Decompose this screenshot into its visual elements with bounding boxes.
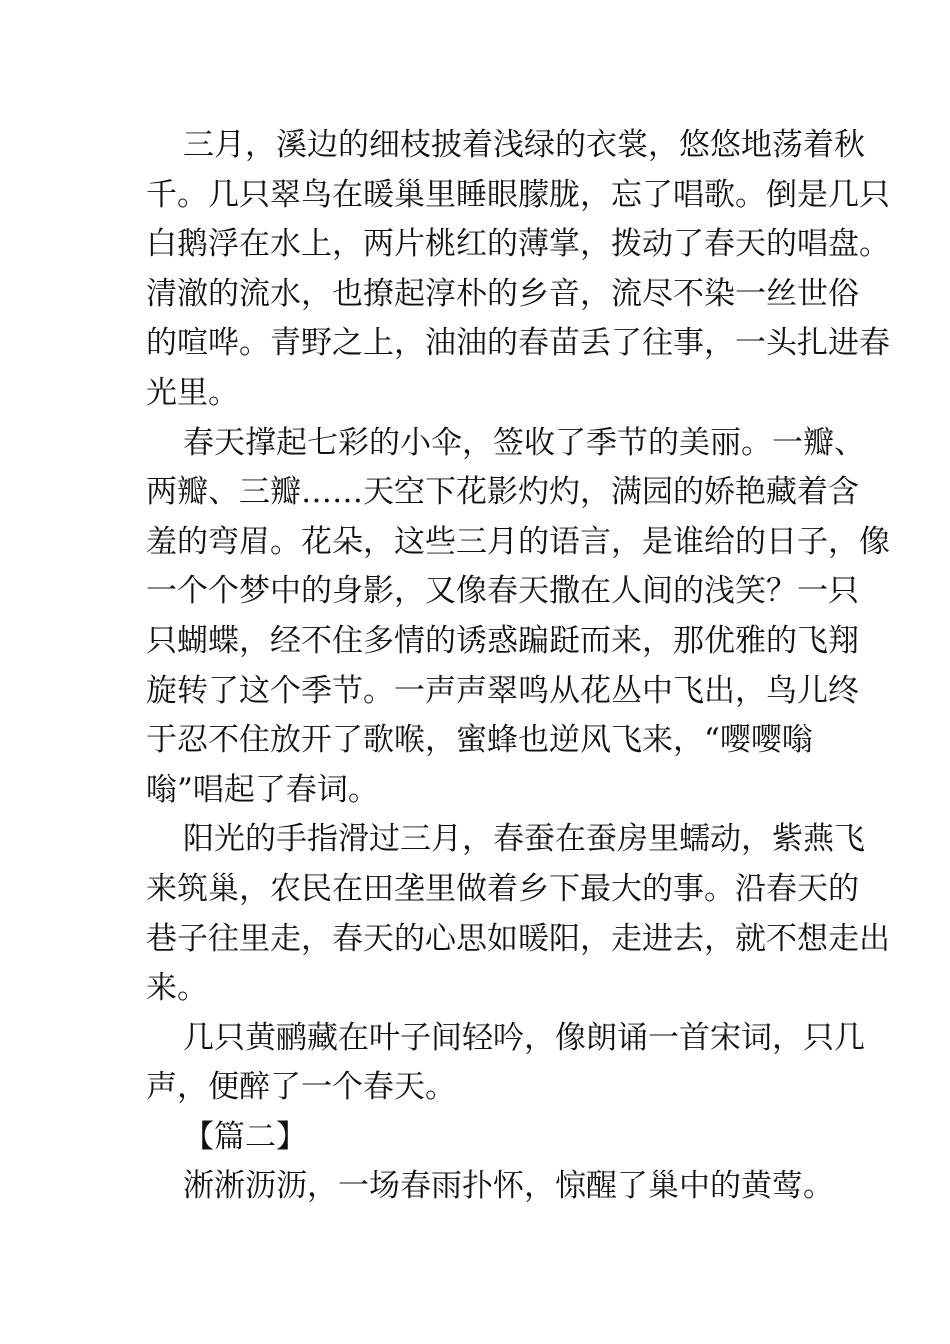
text-line: 清澈的流水，也撩起淳朴的乡音，流尽不染一丝世俗: [146, 275, 859, 312]
paragraph-2: [146, 419, 890, 816]
text-line: 只蝴蝶，经不住多情的诱惑蹁跹而来，那优雅的飞翔: [146, 622, 859, 659]
text-line: 三月，溪边的细枝披着浅绿的衣裳，悠悠地荡着秋: [183, 127, 865, 163]
text-line: 于忍不住放开了歌喉，蜜蜂也逆风飞来，“嘤嘤嗡: [146, 722, 813, 759]
text-line: 旋转了这个季节。一声声翠鸣从花丛中飞出，鸟儿终: [146, 672, 859, 709]
text-line: 来筑巢，农民在田垄里做着乡下最大的事。沿春天的: [146, 870, 859, 907]
text-line: 两瓣、三瓣……天空下花影灼灼，满园的娇艳藏着含: [146, 474, 859, 511]
document-body: [146, 121, 890, 1212]
text-line: 羞的弯眉。花朵，这些三月的语言，是谁给的日子，像: [146, 523, 890, 560]
text-line: 阳光的手指滑过三月，春蚕在蚕房里蠕动，紫燕飞: [183, 821, 865, 858]
text-line: 的喧哗。青野之上，油油的春苗丢了往事，一头扎进春: [146, 325, 890, 362]
text-line: 千。几只翠鸟在暖巢里睡眼朦胧，忘了唱歌。倒是几只: [146, 176, 890, 213]
text-line: 春天撑起七彩的小伞，签收了季节的美丽。一瓣、: [183, 424, 865, 461]
text-line: 白鹅浮在水上，两片桃红的薄掌，拨动了春天的唱盘。: [146, 226, 890, 263]
text-line: 声，便醉了一个春天。: [146, 1069, 456, 1106]
text-line: 光里。: [146, 374, 239, 411]
text-line: 巷子往里走，春天的心思如暖阳，走进去，就不想走出: [146, 920, 890, 957]
paragraph-4: [146, 1014, 865, 1113]
text-line: 几只黄鹂藏在叶子间轻吟，像朗诵一首宋词，只几: [183, 1019, 865, 1056]
paragraph-3: [146, 815, 890, 1013]
closing-line: 淅淅沥沥，一场春雨扑怀，惊醒了巢中的黄莺。: [183, 1168, 834, 1205]
paragraph-1: [146, 121, 890, 419]
section-heading: 【篇二】: [183, 1118, 307, 1155]
text-line: 来。: [146, 970, 208, 1007]
text-line: 嗡”唱起了春词。: [146, 771, 379, 808]
text-line: 一个个梦中的身影，又像春天撒在人间的浅笑？一只: [146, 573, 859, 610]
